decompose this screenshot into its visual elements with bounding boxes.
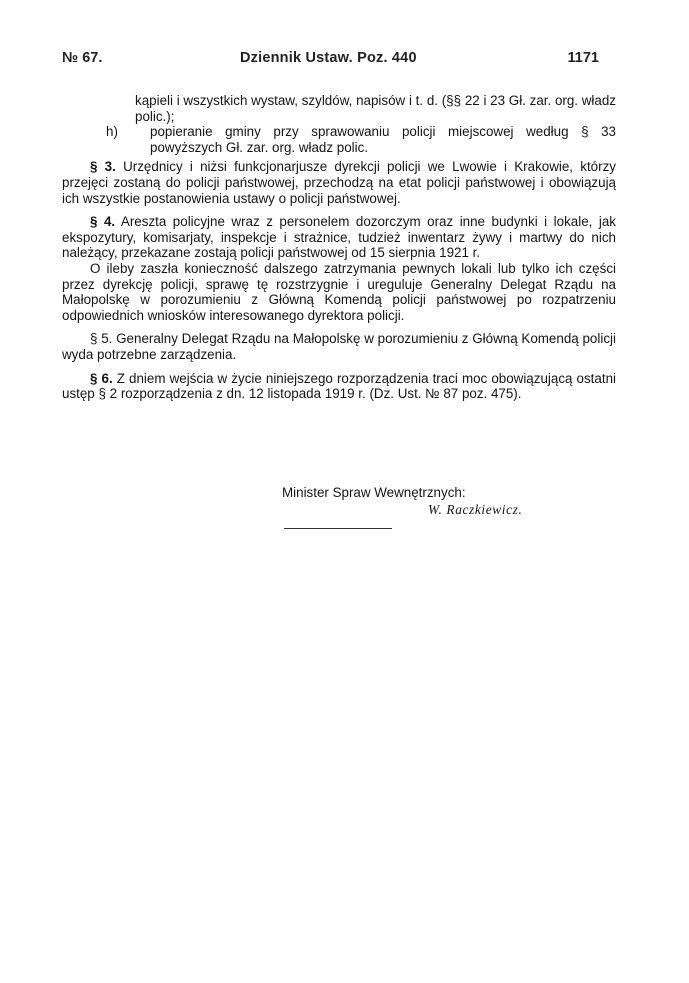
section-5-text: Generalny Delegat Rządu na Małopolskę w porozumieniu z Główną Komendą policji wyda potrzebne zarządzenia.: [62, 331, 616, 362]
section-4-paragraph-2: O ileby zaszła konieczność dalszego zatrzymania pewnych lokali lub tylko ich części przez dyrekcję policji, sprawę tę rozstrzygnie i ureguluje Generalny Delegat Rządu na Małopolskę w porozumieniu z Główną Komendą policji państwowej po rozpatrzeniu odpowiednich wniosków interesowanego dyrektora policji.: [62, 260, 616, 323]
section-4: [62, 214, 616, 261]
journal-title: Dziennik Ustaw. Poz. 440: [240, 50, 417, 66]
item-h-text: popieranie gminy przy sprawowaniu policji miejscowej według § 33 powyższych Gł. zar. org. władz polic.: [150, 124, 616, 155]
section-5: [62, 331, 616, 362]
signatory-name: W. Raczkiewicz.: [428, 502, 523, 517]
item-h: [62, 124, 616, 155]
item-g-continuation: kąpieli i wszystkich wystaw, szyldów, napisów i t. d. (§§ 22 i 23 Gł. zar. org. władz polic.);: [135, 93, 616, 124]
section-4-text: Areszta policyjne wraz z personelem dozorczym oraz inne budynki i lokale, jak ekspozytury, komisarjaty, inspekcje i strażnice, tudzież inwentarz żywy i martwy do nich należący, przekazane zostają policji państwowej od 15 sierpnia 1921 r.: [62, 214, 616, 261]
section-4-number: § 4.: [90, 214, 116, 230]
section-6-text: Z dniem wejścia w życie niniejszego rozporządzenia traci moc obowiązującą ostatni ustęp § 2 rozporządzenia z dn. 12 listopada 1919 r. (Dz. Ust. № 87 poz. 475).: [62, 370, 616, 402]
section-5-number: § 5.: [90, 331, 113, 347]
issue-number: № 67.: [62, 50, 103, 66]
closing-rule: [284, 528, 392, 529]
section-6: [62, 371, 616, 402]
page-number: 1171: [567, 50, 599, 66]
section-6-number: § 6.: [90, 370, 113, 386]
section-3-number: § 3.: [90, 159, 116, 175]
section-3-text: Urzędnicy i niżsi funkcjonarjusze dyrekcji policji we Lwowie i Krakowie, którzy przejęci zostaną do policji państwowej, przechodzą na etat policji państwowej i obowiązują ich wszystkie postanowienia ustawy o policji państwowej.: [62, 159, 616, 206]
section-3: [62, 159, 616, 206]
item-h-label: h): [106, 124, 118, 140]
signatory-role: Minister Spraw Wewnętrznych:: [282, 485, 466, 500]
document-body: [62, 93, 616, 402]
page-header: [62, 50, 607, 70]
